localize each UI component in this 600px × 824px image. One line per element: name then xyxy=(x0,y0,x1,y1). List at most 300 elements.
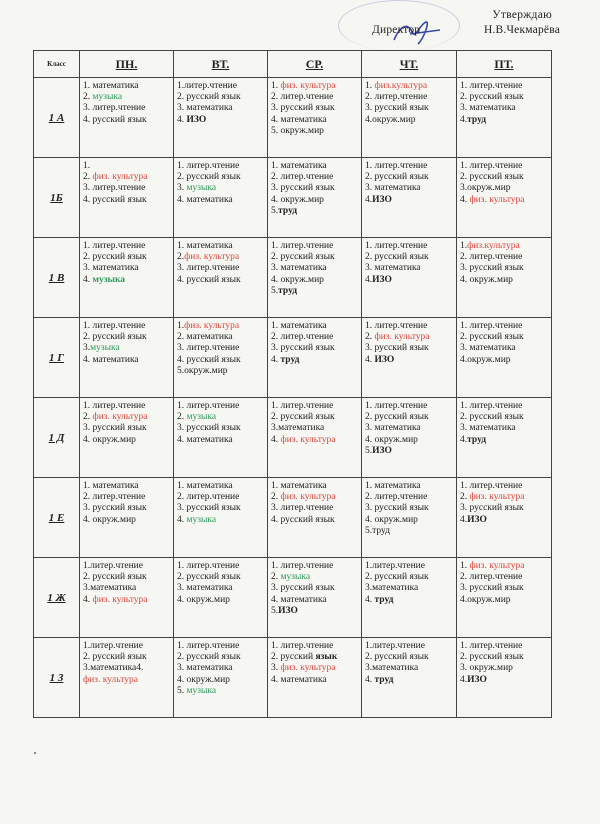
schedule-cell xyxy=(80,78,174,158)
lesson-text: 1.литер.чтение xyxy=(365,641,425,651)
approval-block xyxy=(300,8,560,38)
lesson-line xyxy=(83,412,171,423)
lesson-text: 1. литер.чтение xyxy=(365,241,428,251)
lesson-text: 1. математика xyxy=(177,481,233,491)
lesson-line xyxy=(83,572,171,583)
lesson-text: 1. литер.чтение xyxy=(460,321,523,331)
lesson-line xyxy=(365,572,454,583)
lesson-line xyxy=(460,275,549,286)
lesson-line xyxy=(460,435,549,446)
lesson-line xyxy=(83,503,171,514)
class-label: 1 А xyxy=(34,78,80,158)
class-label: 1 Ж xyxy=(34,558,80,638)
lesson-text: 2. xyxy=(365,332,375,343)
lesson-subject-highlight: язык xyxy=(315,652,338,663)
schedule-cell xyxy=(174,158,268,238)
lesson-line xyxy=(271,321,359,332)
lesson-line xyxy=(271,263,359,274)
lesson-line xyxy=(83,115,171,126)
lesson-line xyxy=(271,115,359,126)
lesson-line xyxy=(271,561,359,572)
lesson-subject-highlight: музыка xyxy=(90,343,120,354)
lesson-text: 1. xyxy=(365,81,375,91)
lesson-text: 2. русский язык xyxy=(365,172,429,183)
table-row xyxy=(34,78,552,158)
schedule-cell xyxy=(268,398,362,478)
lesson-text: 1. литер.чтение xyxy=(460,481,523,491)
lesson-text: 3. математика xyxy=(177,103,233,114)
lesson-line xyxy=(177,252,265,263)
lesson-subject-highlight: ИЗО xyxy=(372,274,392,285)
lesson-text: 5. xyxy=(365,445,373,456)
class-label: 1 Д xyxy=(34,398,80,478)
lesson-subject-highlight: физ. культура xyxy=(92,412,148,423)
lesson-text: 1. литер.чтение xyxy=(271,561,334,571)
lesson-text: 3. русский язык xyxy=(177,423,241,434)
lesson-text: 4. окруж.мир xyxy=(177,674,230,685)
lesson-line xyxy=(177,435,265,446)
schedule-cell xyxy=(174,638,268,718)
lesson-text: 5. xyxy=(271,205,279,216)
lesson-text: 3. математика xyxy=(460,103,516,114)
lesson-subject-highlight: музыка xyxy=(186,183,217,194)
table-row xyxy=(34,158,552,238)
lesson-text: 1.литер.чтение xyxy=(83,641,143,651)
lesson-text: 1. математика xyxy=(271,161,327,171)
lesson-line xyxy=(365,241,454,252)
lesson-text: 2. xyxy=(460,492,470,503)
lesson-subject-highlight: труд xyxy=(467,114,487,125)
lesson-line xyxy=(177,675,265,686)
lesson-line xyxy=(83,81,171,92)
lesson-line xyxy=(365,321,454,332)
lesson-line xyxy=(460,161,549,172)
lesson-text: 1. литер.чтение xyxy=(271,401,334,411)
lesson-text: 4. xyxy=(177,114,187,125)
lesson-text: 2. русский язык xyxy=(365,652,429,663)
lesson-text: 2. русский язык xyxy=(83,572,147,583)
lesson-line xyxy=(460,92,549,103)
lesson-text: 2. русский язык xyxy=(271,252,335,263)
schedule-cell xyxy=(174,78,268,158)
lesson-line xyxy=(177,195,265,206)
lesson-subject-highlight: физ. культура xyxy=(374,332,430,343)
lesson-line xyxy=(177,572,265,583)
schedule-cell xyxy=(268,318,362,398)
lesson-line xyxy=(365,81,454,92)
lesson-text: 2. русский язык xyxy=(365,572,429,583)
lesson-text: 1. математика xyxy=(271,321,327,331)
lesson-line xyxy=(365,172,454,183)
lesson-text: 4. xyxy=(365,194,373,205)
lesson-text: 2. русский язык xyxy=(83,652,147,663)
lesson-line xyxy=(177,115,265,126)
lesson-subject-highlight: ИЗО xyxy=(186,114,207,125)
lesson-text: 4. окруж.мир xyxy=(365,514,418,525)
lesson-line xyxy=(177,321,265,332)
lesson-subject-highlight: труд xyxy=(374,594,394,605)
lesson-line xyxy=(365,503,454,514)
lesson-text: 2. русский язык xyxy=(460,332,524,343)
lesson-text: 1. литер.чтение xyxy=(83,241,146,251)
schedule-cell xyxy=(174,398,268,478)
lesson-text: 4. xyxy=(460,434,468,445)
lesson-text: 5. xyxy=(271,285,279,296)
lesson-subject-highlight: физ. культура xyxy=(469,194,525,205)
lesson-line xyxy=(460,241,549,252)
lesson-subject-highlight: физ. культура xyxy=(280,434,336,445)
lesson-text: 1. xyxy=(177,321,185,331)
lesson-line xyxy=(271,103,359,114)
lesson-text: 1. литер.чтение xyxy=(460,641,523,651)
lesson-text: 2. литер.чтение xyxy=(83,492,146,503)
lesson-text: 3. русский язык xyxy=(365,103,429,114)
lesson-line xyxy=(83,241,171,252)
lesson-line xyxy=(460,263,549,274)
lesson-line xyxy=(271,583,359,594)
lesson-line xyxy=(460,332,549,343)
lesson-text: 2. литер.чтение xyxy=(177,492,240,503)
lesson-line xyxy=(83,583,171,594)
schedule-cell xyxy=(457,478,552,558)
lesson-line xyxy=(365,263,454,274)
lesson-line xyxy=(177,81,265,92)
lesson-text: 3. окруж.мир xyxy=(460,663,513,674)
lesson-subject-highlight: ИЗО xyxy=(372,194,392,205)
lesson-text: 1. литер.чтение xyxy=(460,161,523,171)
lesson-line xyxy=(365,675,454,686)
lesson-text: 4. окруж.мир xyxy=(83,514,136,525)
class-label: 1 Г xyxy=(34,318,80,398)
schedule-cell xyxy=(268,558,362,638)
lesson-line xyxy=(460,641,549,652)
lesson-text: 3. математика xyxy=(83,263,139,274)
lesson-line xyxy=(460,195,549,206)
lesson-line xyxy=(83,652,171,663)
lesson-text: 3. математика xyxy=(460,343,516,354)
schedule-cell xyxy=(457,558,552,638)
lesson-line xyxy=(271,641,359,652)
director-name: Н.В.Чекмарёва xyxy=(483,24,560,36)
lesson-line xyxy=(83,515,171,526)
lesson-line xyxy=(271,241,359,252)
lesson-line xyxy=(271,286,359,297)
lesson-line xyxy=(83,675,171,686)
lesson-line xyxy=(460,103,549,114)
lesson-text: 3. русский язык xyxy=(460,263,524,274)
lesson-text: 5. xyxy=(177,685,187,696)
lesson-line xyxy=(365,332,454,343)
schedule-cell xyxy=(174,478,268,558)
lesson-text: 1. литер.чтение xyxy=(177,561,240,571)
schedule-cell xyxy=(268,238,362,318)
lesson-text: 4. русский язык xyxy=(83,194,147,205)
lesson-text: 3. xyxy=(83,343,91,354)
lesson-text: 3.математика xyxy=(271,423,325,434)
lesson-line xyxy=(271,172,359,183)
lesson-subject-highlight: ИЗО xyxy=(372,445,392,456)
lesson-text: 4.окруж.мир xyxy=(460,354,511,365)
lesson-text: 1. литер.чтение xyxy=(365,321,428,331)
lesson-line xyxy=(460,321,549,332)
lesson-text: 2. литер.чтение xyxy=(271,172,334,183)
schedule-cell xyxy=(80,398,174,478)
lesson-text: 2. литер.чтение xyxy=(365,492,428,503)
class-label: 1 Е xyxy=(34,478,80,558)
lesson-line xyxy=(460,492,549,503)
schedule-cell xyxy=(80,318,174,398)
lesson-text: 4. русский язык xyxy=(177,354,241,365)
lesson-line xyxy=(460,503,549,514)
lesson-text: 1. литер.чтение xyxy=(177,641,240,651)
lesson-text: 4. xyxy=(460,114,468,125)
lesson-line xyxy=(177,686,265,697)
lesson-subject-highlight: труд xyxy=(278,205,298,216)
lesson-line xyxy=(365,115,454,126)
schedule-cell xyxy=(457,398,552,478)
lesson-text: 1. литер.чтение xyxy=(365,161,428,171)
approve-label: Утверждаю xyxy=(492,9,552,21)
lesson-text: 3. литер.чтение xyxy=(83,103,146,114)
lesson-line xyxy=(460,515,549,526)
lesson-line xyxy=(83,561,171,572)
lesson-line xyxy=(460,663,549,674)
lesson-subject-highlight: музыка xyxy=(186,412,217,423)
lesson-line xyxy=(460,172,549,183)
lesson-line xyxy=(271,161,359,172)
lesson-text: 3. математика xyxy=(365,183,421,194)
lesson-text: 3. русский язык xyxy=(365,503,429,514)
lesson-text: 2. xyxy=(271,572,281,583)
lesson-subject-highlight: музыка xyxy=(186,514,217,525)
schedule-cell xyxy=(362,78,457,158)
lesson-text: 5.труд xyxy=(365,525,391,536)
lesson-line xyxy=(365,412,454,423)
lesson-line xyxy=(83,195,171,206)
lesson-text: 2. русский язык xyxy=(460,412,524,423)
lesson-line xyxy=(365,526,454,537)
schedule-cell xyxy=(80,478,174,558)
lesson-line xyxy=(460,423,549,434)
lesson-text: 2. xyxy=(83,92,93,103)
lesson-text: 4. xyxy=(365,674,375,685)
lesson-text: 3.математика4. xyxy=(83,663,144,674)
table-row xyxy=(34,318,552,398)
lesson-line xyxy=(271,423,359,434)
lesson-line xyxy=(271,503,359,514)
lesson-text: 4. окруж.мир xyxy=(271,274,324,285)
lesson-text: 1. литер.чтение xyxy=(460,401,523,411)
lesson-text: 2. литер.чтение xyxy=(365,92,428,103)
lesson-text: 4. окруж.мир xyxy=(177,594,230,605)
timetable-header-row xyxy=(34,51,552,78)
lesson-line xyxy=(365,652,454,663)
lesson-text: 4. математика xyxy=(271,594,327,605)
lesson-text: 2. литер.чтение xyxy=(271,332,334,343)
lesson-text: 1. xyxy=(460,241,468,251)
lesson-subject-highlight: ИЗО xyxy=(278,605,298,616)
lesson-text: 2. математика xyxy=(177,332,233,343)
lesson-text: 4. русский язык xyxy=(271,514,335,525)
schedule-cell xyxy=(362,238,457,318)
lesson-line xyxy=(271,606,359,617)
lesson-line xyxy=(83,252,171,263)
lesson-line xyxy=(177,275,265,286)
lesson-text: 4. xyxy=(177,514,187,525)
timetable xyxy=(33,50,552,718)
lesson-text: 3. русский язык xyxy=(271,343,335,354)
day-header: ВТ. xyxy=(174,51,268,78)
lesson-line xyxy=(271,663,359,674)
schedule-cell xyxy=(362,398,457,478)
lesson-text: 1.литер.чтение xyxy=(83,561,143,571)
lesson-line xyxy=(177,641,265,652)
lesson-text: 4. окруж.мир xyxy=(83,434,136,445)
lesson-line xyxy=(177,92,265,103)
schedule-cell xyxy=(80,638,174,718)
lesson-text: 5. xyxy=(271,605,279,616)
lesson-text: 4. русский язык xyxy=(83,114,147,125)
schedule-cell xyxy=(268,78,362,158)
lesson-line xyxy=(83,92,171,103)
lesson-subject-highlight: физ. культура xyxy=(280,663,336,674)
schedule-cell xyxy=(457,638,552,718)
lesson-text: 1. математика xyxy=(83,481,139,491)
lesson-line xyxy=(83,343,171,354)
day-header: ПН. xyxy=(80,51,174,78)
lesson-subject-highlight: музыка xyxy=(186,685,217,696)
lesson-line xyxy=(271,206,359,217)
lesson-text: 2. русский язык xyxy=(460,92,524,103)
lesson-line xyxy=(177,515,265,526)
lesson-line xyxy=(365,595,454,606)
lesson-text: 2. русский язык xyxy=(83,332,147,343)
lesson-text: 3. русский язык xyxy=(365,343,429,354)
lesson-subject-highlight: труд xyxy=(280,354,300,365)
lesson-subject-highlight: музыка xyxy=(92,274,126,285)
lesson-line xyxy=(460,412,549,423)
lesson-text: 1.литер.чтение xyxy=(365,561,425,571)
lesson-subject-highlight: труд xyxy=(467,434,487,445)
lesson-line xyxy=(365,515,454,526)
lesson-line xyxy=(365,401,454,412)
lesson-text: 1.литер.чтение xyxy=(177,81,237,91)
lesson-line xyxy=(83,492,171,503)
lesson-line xyxy=(365,252,454,263)
lesson-line xyxy=(271,412,359,423)
lesson-text: 4. xyxy=(365,274,373,285)
lesson-line xyxy=(365,492,454,503)
lesson-text: 2. xyxy=(177,252,185,263)
lesson-text: 4. русский язык xyxy=(177,274,241,285)
lesson-line xyxy=(271,92,359,103)
lesson-subject-highlight: физ. культура xyxy=(184,252,240,263)
lesson-subject-highlight: музыка xyxy=(280,572,311,583)
lesson-text: 4. xyxy=(83,274,93,285)
schedule-cell xyxy=(457,318,552,398)
lesson-line xyxy=(83,401,171,412)
lesson-line xyxy=(460,401,549,412)
lesson-text: 3.окруж.мир xyxy=(460,183,511,194)
lesson-line xyxy=(83,332,171,343)
lesson-line xyxy=(460,183,549,194)
lesson-subject-highlight: физ. культура xyxy=(184,321,240,331)
lesson-subject-highlight: физ.культура xyxy=(374,81,428,91)
lesson-line xyxy=(460,652,549,663)
lesson-line xyxy=(460,572,549,583)
lesson-line xyxy=(460,595,549,606)
lesson-line xyxy=(365,481,454,492)
lesson-text: 2. русский язык xyxy=(365,252,429,263)
lesson-text: 2. литер.чтение xyxy=(271,92,334,103)
lesson-line xyxy=(271,675,359,686)
lesson-text: 3. математика xyxy=(177,583,233,594)
lesson-line xyxy=(365,446,454,457)
lesson-line xyxy=(271,492,359,503)
lesson-text: 1. литер.чтение xyxy=(177,161,240,171)
lesson-line xyxy=(177,503,265,514)
lesson-line xyxy=(83,161,171,172)
lesson-text: 4. математика xyxy=(177,434,233,445)
lesson-text: 4. математика xyxy=(83,354,139,365)
lesson-subject-highlight: музыка xyxy=(92,92,123,103)
lesson-line xyxy=(177,561,265,572)
schedule-cell xyxy=(174,318,268,398)
lesson-text: 1. литер.чтение xyxy=(460,81,523,91)
class-label: 1 З xyxy=(34,638,80,718)
lesson-line xyxy=(460,561,549,572)
lesson-line xyxy=(365,92,454,103)
schedule-cell xyxy=(457,238,552,318)
lesson-line xyxy=(177,103,265,114)
table-row xyxy=(34,478,552,558)
schedule-cell xyxy=(457,158,552,238)
table-row xyxy=(34,638,552,718)
lesson-text: 2. русский язык xyxy=(460,172,524,183)
lesson-text: 4. окруж.мир xyxy=(460,274,513,285)
lesson-line xyxy=(177,401,265,412)
lesson-text: 4. окруж.мир xyxy=(365,434,418,445)
lesson-subject-highlight: физ. культура xyxy=(92,172,148,183)
lesson-line xyxy=(177,583,265,594)
lesson-text: 1. литер.чтение xyxy=(271,241,334,251)
lesson-line xyxy=(83,435,171,446)
lesson-line xyxy=(177,663,265,674)
lesson-subject-highlight: ИЗО xyxy=(374,354,395,365)
lesson-text: 4. xyxy=(83,594,93,605)
lesson-line xyxy=(177,481,265,492)
lesson-subject-highlight: физ. культура xyxy=(469,492,525,503)
lesson-line xyxy=(83,641,171,652)
lesson-line xyxy=(365,641,454,652)
lesson-text: 3. литер.чтение xyxy=(83,183,146,194)
lesson-text: 4. xyxy=(365,594,375,605)
lesson-line xyxy=(460,675,549,686)
lesson-text: 2. русский язык xyxy=(271,412,335,423)
lesson-line xyxy=(83,103,171,114)
lesson-line xyxy=(365,183,454,194)
lesson-line xyxy=(177,423,265,434)
lesson-text: 1. литер.чтение xyxy=(271,641,334,651)
lesson-text: 3. русский язык xyxy=(271,583,335,594)
lesson-subject-highlight: труд xyxy=(374,674,394,685)
schedule-cell xyxy=(80,558,174,638)
lesson-text: 3. литер.чтение xyxy=(271,503,334,514)
schedule-cell xyxy=(362,638,457,718)
lesson-line xyxy=(177,263,265,274)
lesson-text: 4.окруж.мир xyxy=(365,114,416,125)
lesson-line xyxy=(177,366,265,377)
